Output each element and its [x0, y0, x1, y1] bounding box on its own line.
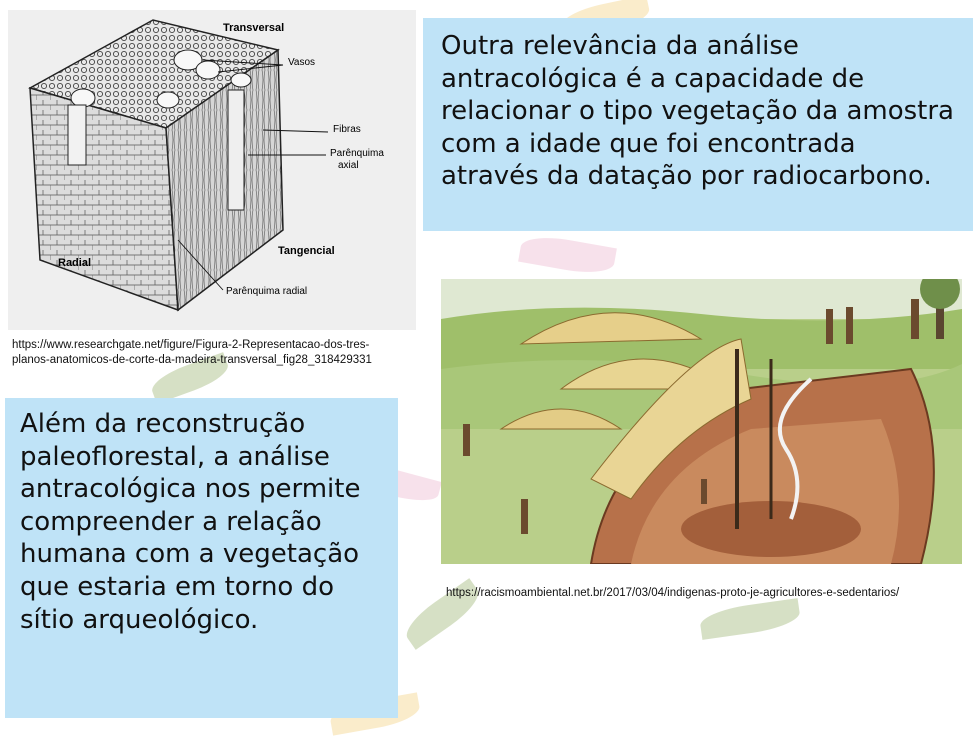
decorative-leaf: [518, 232, 617, 278]
label-vasos: Vasos: [288, 57, 316, 68]
label-radial: Radial: [58, 257, 92, 269]
wood-caption-line-1: https://www.researchgate.net/figure/Figura-2-Representacao-dos-tres-: [12, 339, 370, 351]
label-tangencial: Tangencial: [278, 245, 335, 257]
village-figure-caption: https://racismoambiental.net.br/2017/03/04/indigenas-proto-je-agricultores-e-sedentarios/: [446, 587, 900, 599]
decorative-leaf: [699, 598, 802, 640]
paragraph-radiocarbon: Outra relevância da análise antracológica é a capacidade de relacionar o tipo vegetação da amostra com a idade que foi encontrada através da datação por radiocarbono.: [441, 31, 954, 191]
wood-figure-caption: [12, 338, 422, 368]
paragraph-human-relation: Além da reconstrução paleoflorestal, a análise antracológica nos permite compreender a relação humana com a vegetação que estaria em torno do sítio arqueológico.: [20, 409, 361, 635]
label-parenquima-axial-1: Parênquima: [330, 148, 384, 159]
village-scene: [441, 279, 962, 564]
label-transversal: Transversal: [223, 22, 285, 34]
wood-anatomy-figure: [8, 10, 416, 330]
text-box-top-right: [423, 18, 973, 231]
text-box-bottom-left: [5, 398, 398, 718]
village-illustration: [441, 279, 962, 564]
wood-caption-line-2: planos-anatomicos-de-corte-da-madeira-transversal_fig28_318429331: [12, 354, 372, 366]
label-parenquima-radial: Parênquima radial: [226, 286, 308, 297]
label-parenquima-axial-2: axial: [338, 160, 359, 171]
label-fibras: Fibras: [333, 124, 361, 135]
